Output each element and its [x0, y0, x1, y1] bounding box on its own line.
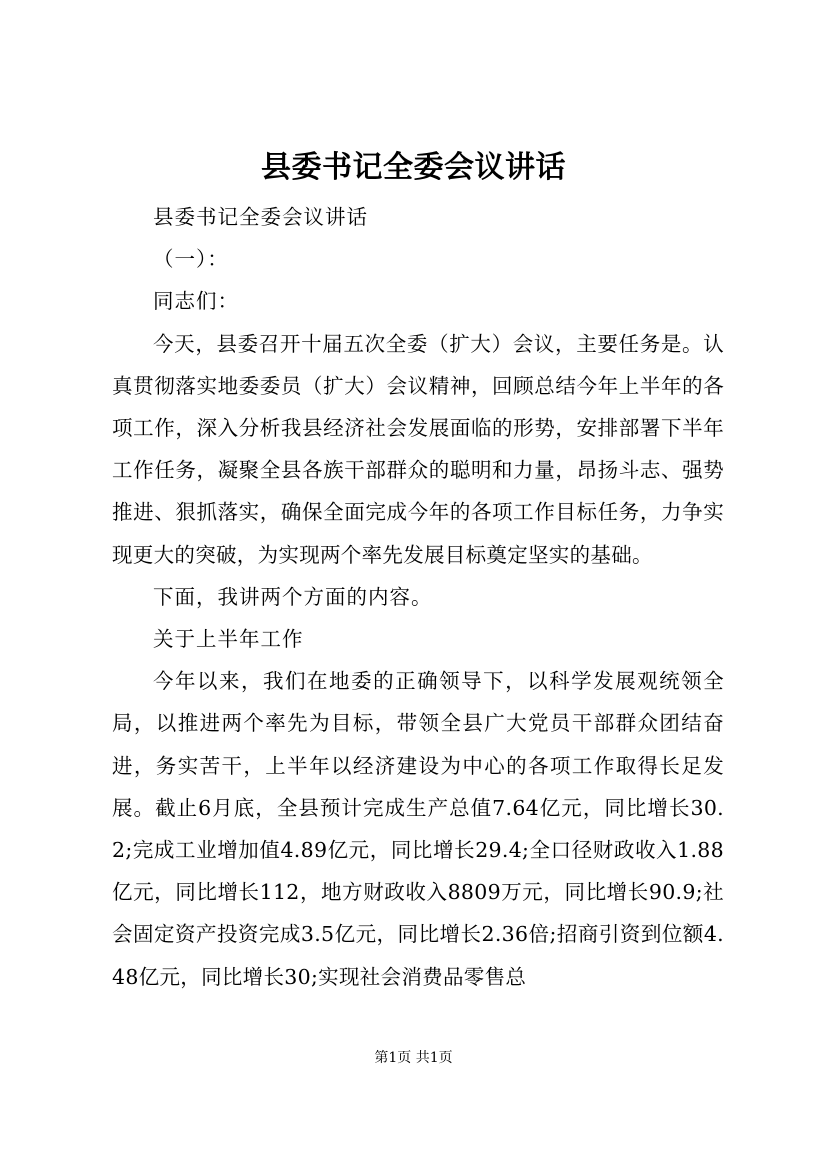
paragraph-outline: 下面，我讲两个方面的内容。 — [153, 584, 433, 609]
paragraph-section-heading: 关于上半年工作 — [153, 627, 304, 652]
page-footer: 第1页 共1页 — [374, 1050, 453, 1066]
paragraph-first-half-review: 今年以来，我们在地委的正确领导下，以科学发展观统领全局，以推进两个率先为目标，带领全县广大党员干部群众团结奋进，务实苦干，上半年以经济建设为中心的各项工作取得长足发展。截止6月底，全县预计完成生产总值7.64亿元，同比增长30.2;完成工业增加值4.89亿元，同比增长29.4;全口径财政收入1.88亿元，同比增长112，地方财政收入8809万元，同比增长90.9;社会固定资产投资完成3.5亿元，同比增长2.36倍;招商引资到位额4.48亿元，同比增长30;实现社会消费品零售总 — [112, 669, 724, 989]
document-body — [112, 196, 724, 998]
paragraph-meeting-purpose: 今天，县委召开十届五次全委（扩大）会议，主要任务是。认真贯彻落实地委委员（扩大）会议精神，回顾总结今年上半年的各项工作，深入分析我县经济社会发展面临的形势，安排部署下半年工作任务，凝聚全县各族干部群众的聪明和力量，昂扬斗志、强势推进、狠抓落实，确保全面完成今年的各项工作目标任务，力争实现更大的突破，为实现两个率先发展目标奠定坚实的基础。 — [112, 331, 724, 567]
document-title: 县委书记全委会议讲话 — [261, 150, 566, 185]
paragraph-salutation: 同志们： — [153, 289, 239, 314]
paragraph-section-number: （一）： — [153, 247, 229, 272]
paragraph-subtitle: 县委书记全委会议讲话 — [153, 205, 368, 229]
